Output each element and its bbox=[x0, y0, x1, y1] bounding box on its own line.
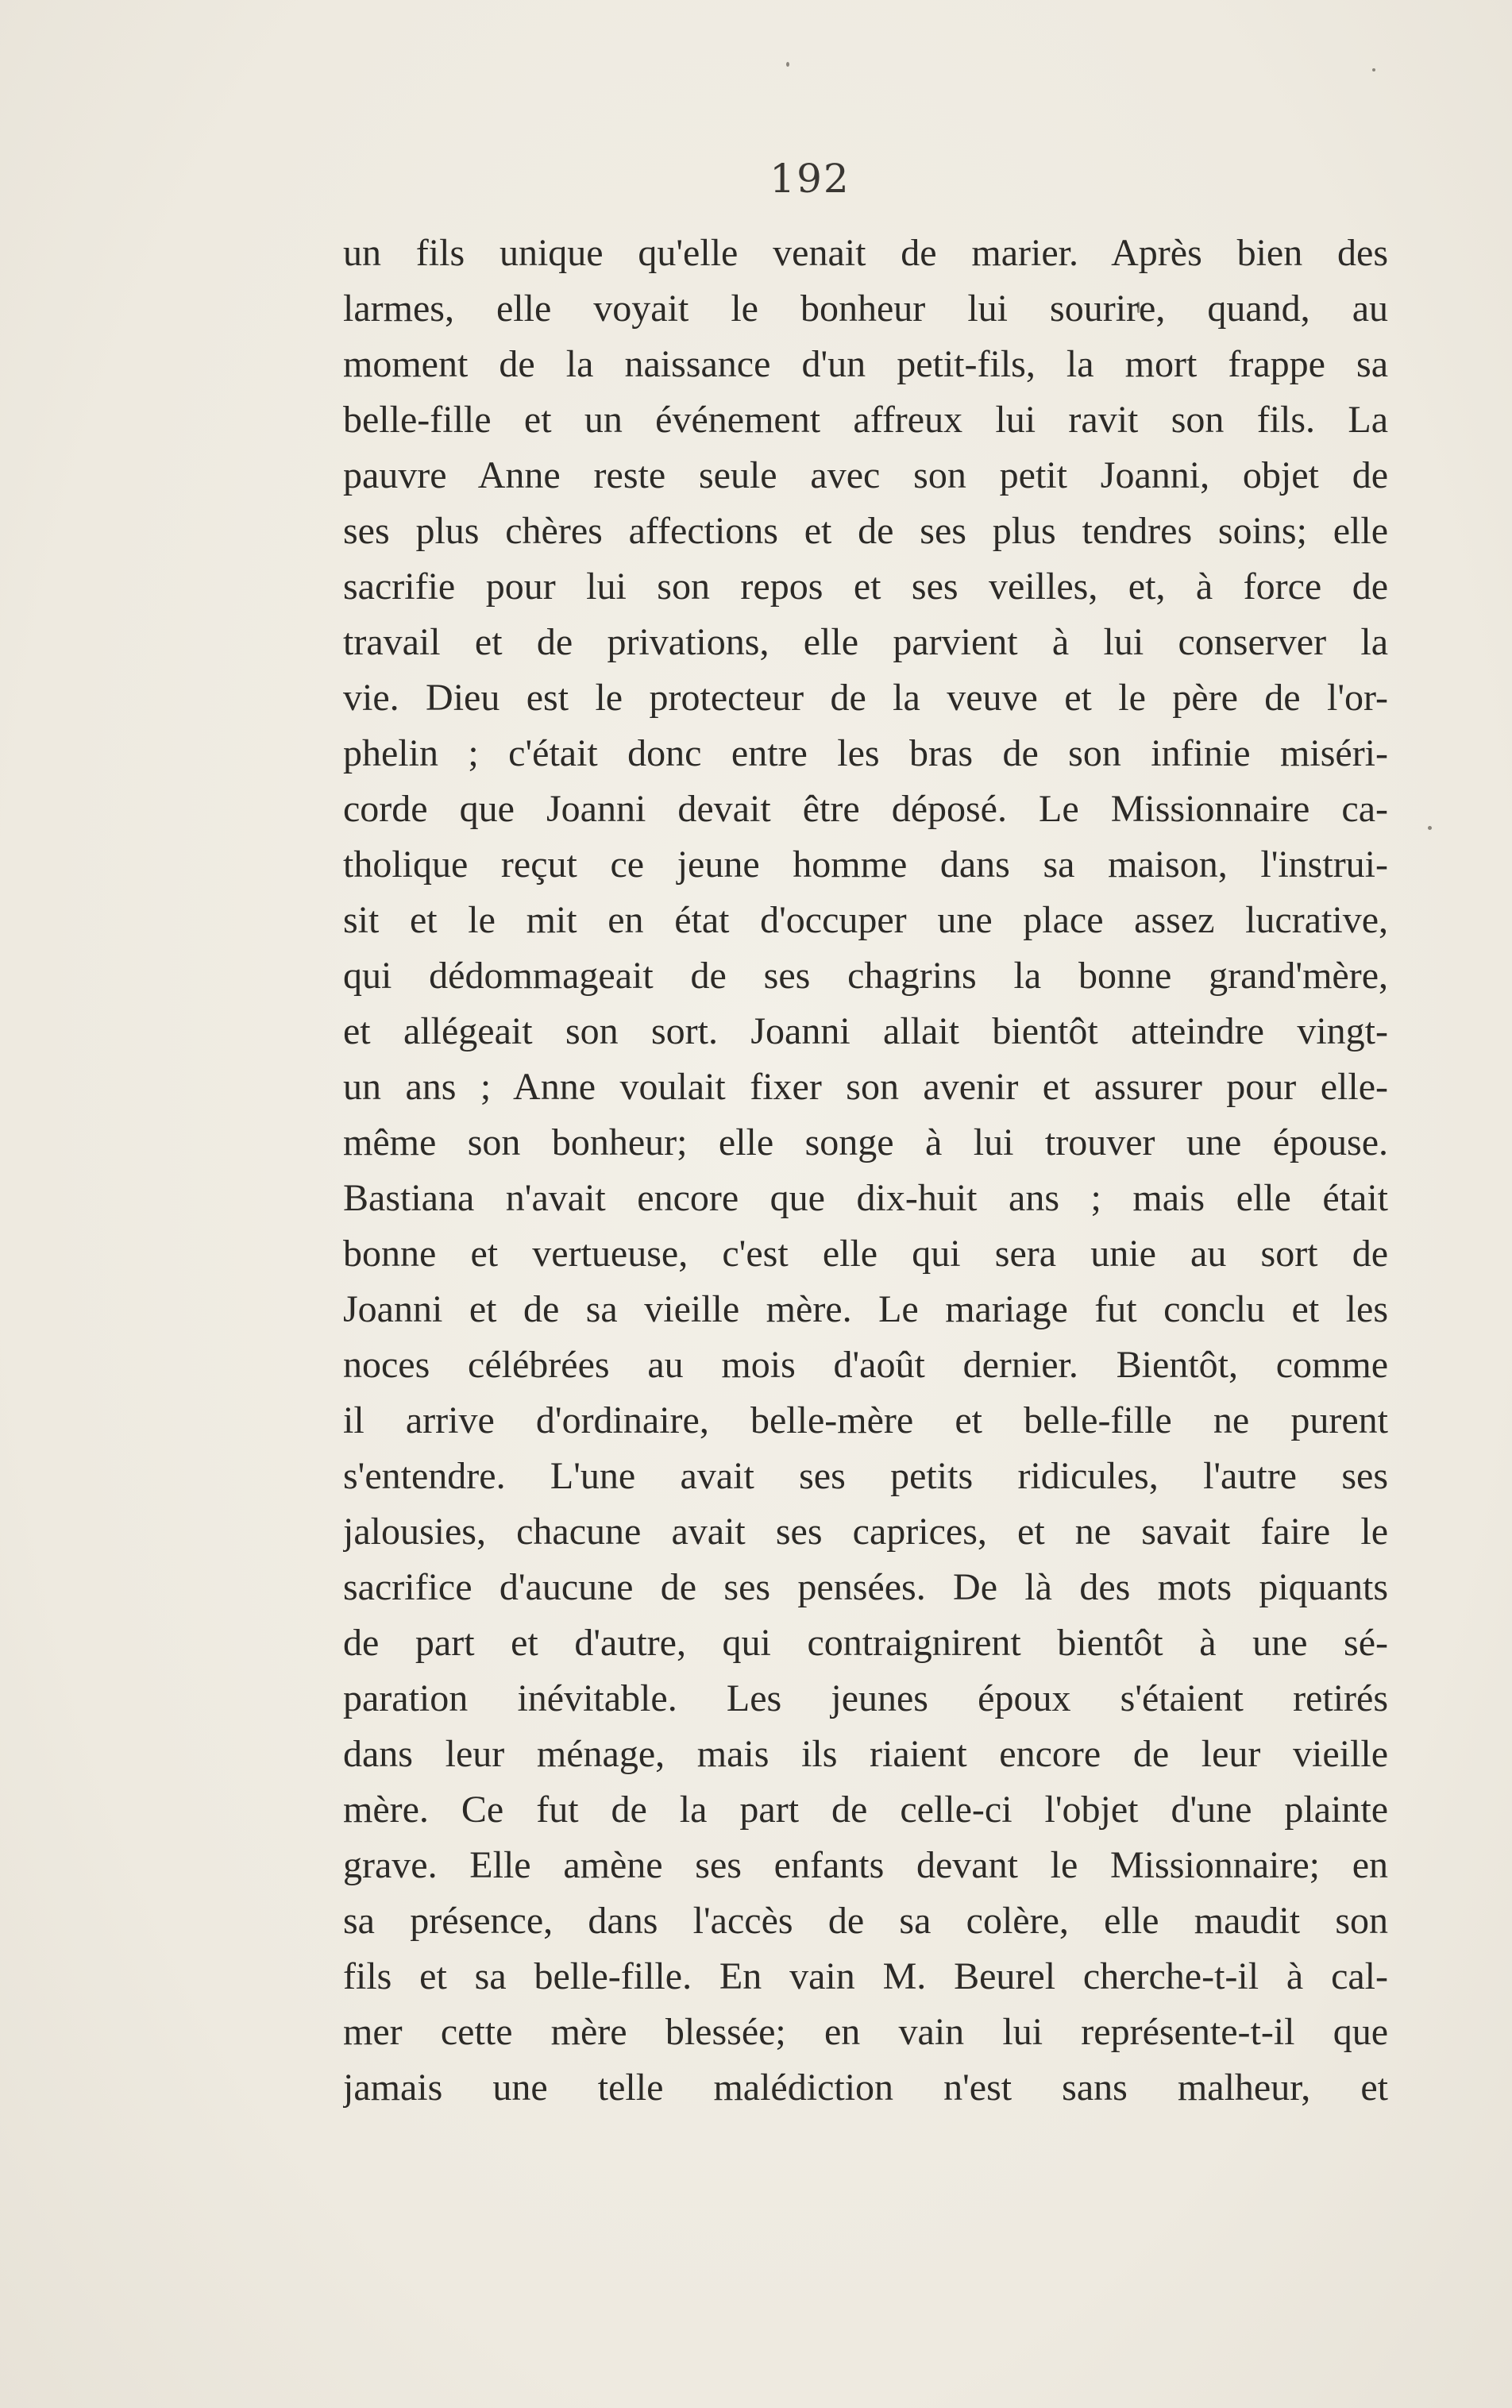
text-line: un fils unique qu'elle venait de marier. Après bien des bbox=[343, 232, 1388, 274]
text-line: Bastiana n'avait encore que dix-huit ans ; mais elle était bbox=[343, 1177, 1388, 1219]
text-line: pauvre Anne reste seule avec son petit Joanni, objet de bbox=[343, 454, 1388, 496]
text-line: corde que Joanni devait être déposé. Le Missionnaire ca- bbox=[343, 788, 1388, 830]
text-line: et allégeait son sort. Joanni allait bientôt atteindre vingt- bbox=[343, 1010, 1388, 1052]
text-line: jamais une telle malédiction n'est sans malheur, et bbox=[343, 2066, 1388, 2109]
text-line: de part et d'autre, qui contraignirent bientôt à une sé- bbox=[343, 1622, 1388, 1664]
text-line: un ans ; Anne voulait fixer son avenir et assurer pour elle- bbox=[343, 1066, 1388, 1108]
text-line: bonne et vertueuse, c'est elle qui sera unie au sort de bbox=[343, 1233, 1388, 1275]
paper-speck bbox=[1428, 826, 1432, 830]
text-line: larmes, elle voyait le bonheur lui sourire, quand, au bbox=[343, 287, 1388, 330]
text-line: tholique reçut ce jeune homme dans sa maison, l'instrui- bbox=[343, 843, 1388, 886]
text-line: moment de la naissance d'un petit-fils, la mort frappe sa bbox=[343, 343, 1388, 385]
text-line: noces célébrées au mois d'août dernier. Bientôt, comme bbox=[343, 1344, 1388, 1386]
paper-speck bbox=[1372, 68, 1375, 71]
text-line: travail et de privations, elle parvient à lui conserver la bbox=[343, 621, 1388, 663]
paper-speck bbox=[786, 62, 789, 67]
text-line: vie. Dieu est le protecteur de la veuve et le père de l'or- bbox=[343, 677, 1388, 719]
text-line: mer cette mère blessée; en vain lui représente-t-il que bbox=[343, 2011, 1388, 2053]
text-line: mère. Ce fut de la part de celle-ci l'objet d'une plainte bbox=[343, 1789, 1388, 1831]
text-line: dans leur ménage, mais ils riaient encore de leur vieille bbox=[343, 1733, 1388, 1775]
text-line: belle-fille et un événement affreux lui ravit son fils. La bbox=[343, 399, 1388, 441]
body-text bbox=[343, 226, 1388, 2116]
text-line: ses plus chères affections et de ses plus tendres soins; elle bbox=[343, 510, 1388, 552]
text-line: paration inévitable. Les jeunes époux s'étaient retirés bbox=[343, 1677, 1388, 1719]
text-line: fils et sa belle-fille. En vain M. Beurel cherche-t-il à cal- bbox=[343, 1955, 1388, 1997]
text-line: qui dédommageait de ses chagrins la bonne grand'mère, bbox=[343, 955, 1388, 997]
text-line: même son bonheur; elle songe à lui trouver une épouse. bbox=[343, 1121, 1388, 1163]
text-line: Joanni et de sa vieille mère. Le mariage fut conclu et les bbox=[343, 1288, 1388, 1330]
text-line: jalousies, chacune avait ses caprices, et ne savait faire le bbox=[343, 1511, 1388, 1553]
text-line: il arrive d'ordinaire, belle-mère et belle-fille ne purent bbox=[343, 1399, 1388, 1441]
text-line: sacrifice d'aucune de ses pensées. De là des mots piquants bbox=[343, 1566, 1388, 1608]
text-line: grave. Elle amène ses enfants devant le Missionnaire; en bbox=[343, 1844, 1388, 1886]
text-line: sacrifie pour lui son repos et ses veilles, et, à force de bbox=[343, 565, 1388, 608]
text-line: sit et le mit en état d'occuper une place assez lucrative, bbox=[343, 899, 1388, 941]
text-line: sa présence, dans l'accès de sa colère, elle maudit son bbox=[343, 1900, 1388, 1942]
text-line: s'entendre. L'une avait ses petits ridicules, l'autre ses bbox=[343, 1455, 1388, 1497]
page-number: 192 bbox=[770, 156, 850, 202]
text-line: phelin ; c'était donc entre les bras de son infinie miséri- bbox=[343, 732, 1388, 774]
